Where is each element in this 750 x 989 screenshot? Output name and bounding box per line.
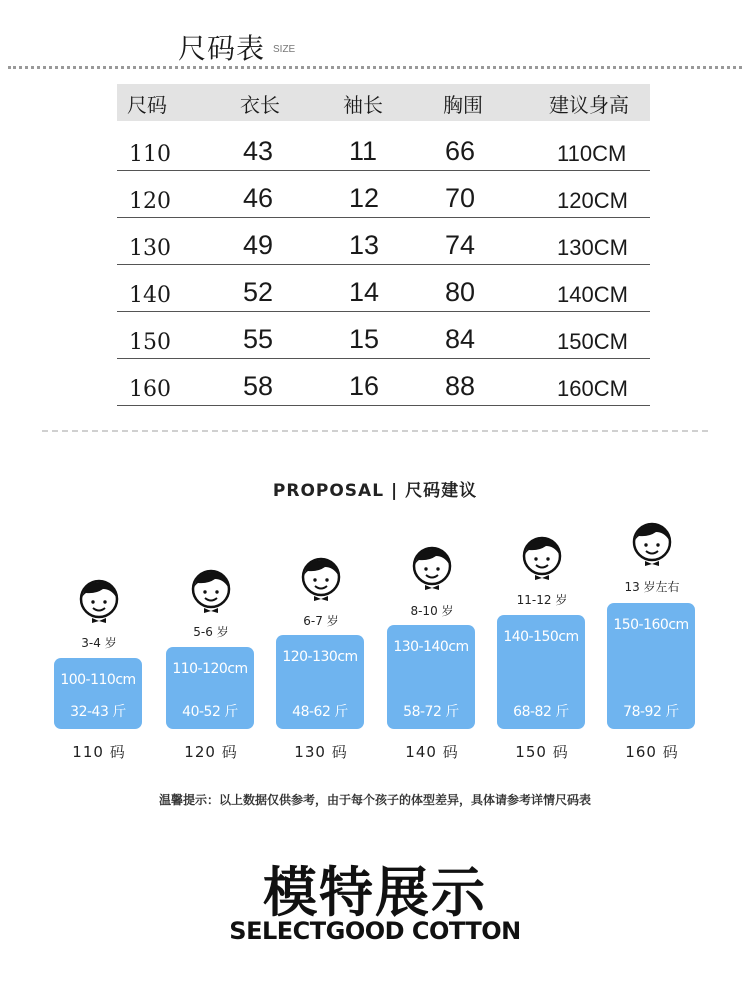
table-row <box>117 171 650 218</box>
height-range: 140-150cm <box>503 629 579 645</box>
model-title: 模特展示 <box>263 861 487 924</box>
table-cell: 140 <box>129 283 171 308</box>
table-header <box>117 84 650 121</box>
table-cell: 55 <box>243 324 274 354</box>
table-cell: 11 <box>349 136 378 166</box>
table-cell: 58 <box>243 371 274 401</box>
column-header: 衣长 <box>240 93 280 117</box>
table-cell: 66 <box>445 136 476 166</box>
table-cell: 46 <box>243 183 274 213</box>
weight-range: 40-52 斤 <box>182 704 238 720</box>
age-label: 5-6 岁 <box>193 625 229 639</box>
size-card <box>497 615 585 729</box>
weight-range: 58-72 斤 <box>403 704 459 720</box>
size-label: 110 码 <box>72 743 126 761</box>
column-header: 胸围 <box>443 93 483 117</box>
table-cell: 130 <box>129 236 171 261</box>
age-label: 3-4 岁 <box>81 636 117 650</box>
table-row <box>117 124 650 171</box>
size-card <box>276 635 364 729</box>
size-card <box>54 658 142 729</box>
proposal-title: PROPOSAL | 尺码建议 <box>272 481 478 501</box>
size-label: 130 码 <box>294 743 348 761</box>
dashed-divider <box>42 430 708 432</box>
age-label: 11-12 岁 <box>516 593 568 607</box>
table-cell: 160CM <box>557 376 628 401</box>
size-label: 150 码 <box>515 743 569 761</box>
size-card <box>387 625 475 729</box>
table-cell: 14 <box>349 277 380 307</box>
column-header: 尺码 <box>127 93 167 117</box>
child-face-icon <box>520 535 564 581</box>
model-subtitle: SELECTGOOD COTTON <box>229 917 521 945</box>
table-cell: 49 <box>243 230 274 260</box>
table-cell: 13 <box>349 230 380 260</box>
table-cell: 70 <box>445 183 476 213</box>
table-row <box>117 265 650 312</box>
weight-range: 32-43 斤 <box>70 704 126 720</box>
child-face-icon <box>410 545 454 591</box>
age-label: 6-7 岁 <box>303 614 339 628</box>
child-face-icon <box>299 556 343 602</box>
table-cell: 120 <box>129 189 171 214</box>
table-cell: 140CM <box>557 282 628 307</box>
height-range: 130-140cm <box>393 639 469 655</box>
notice-text: 温馨提示：以上数据仅供参考，由于每个孩子的体型差异，具体请参考详情尺码表 <box>158 793 591 807</box>
column-header: 袖长 <box>343 93 383 117</box>
size-label: 160 码 <box>625 743 679 761</box>
table-cell: 43 <box>243 136 274 166</box>
table-cell: 160 <box>129 377 171 402</box>
table-cell: 150 <box>129 330 171 355</box>
table-row <box>117 218 650 265</box>
size-card <box>607 603 695 729</box>
size-label: 120 码 <box>184 743 238 761</box>
table-row <box>117 312 650 359</box>
height-range: 110-120cm <box>172 661 248 677</box>
age-label: 13 岁左右 <box>624 580 680 594</box>
table-cell: 52 <box>243 277 274 307</box>
table-row <box>117 359 650 406</box>
table-cell: 12 <box>349 183 380 213</box>
table-cell: 88 <box>445 371 476 401</box>
page-subtitle: SIZE <box>273 44 296 55</box>
age-label: 8-10 岁 <box>410 604 454 618</box>
table-cell: 80 <box>445 277 476 307</box>
table-cell: 84 <box>445 324 476 354</box>
height-range: 120-130cm <box>282 649 358 665</box>
table-cell: 150CM <box>557 329 628 354</box>
weight-range: 68-82 斤 <box>513 704 569 720</box>
size-card <box>166 647 254 729</box>
dotted-divider <box>8 66 742 69</box>
child-face-icon <box>630 521 674 567</box>
table-cell: 130CM <box>557 235 628 260</box>
table-cell: 110 <box>129 142 171 167</box>
child-face-icon <box>77 578 121 624</box>
table-cell: 120CM <box>557 188 628 213</box>
table-cell: 16 <box>349 371 380 401</box>
size-label: 140 码 <box>405 743 459 761</box>
table-cell: 110CM <box>557 141 627 166</box>
weight-range: 48-62 斤 <box>292 704 348 720</box>
table-cell: 74 <box>445 230 476 260</box>
table-cell: 15 <box>349 324 380 354</box>
page-title: 尺码表 <box>178 32 266 65</box>
height-range: 150-160cm <box>613 617 689 633</box>
weight-range: 78-92 斤 <box>623 704 679 720</box>
child-face-icon <box>189 568 233 614</box>
height-range: 100-110cm <box>60 672 136 688</box>
column-header: 建议身高 <box>549 93 629 117</box>
